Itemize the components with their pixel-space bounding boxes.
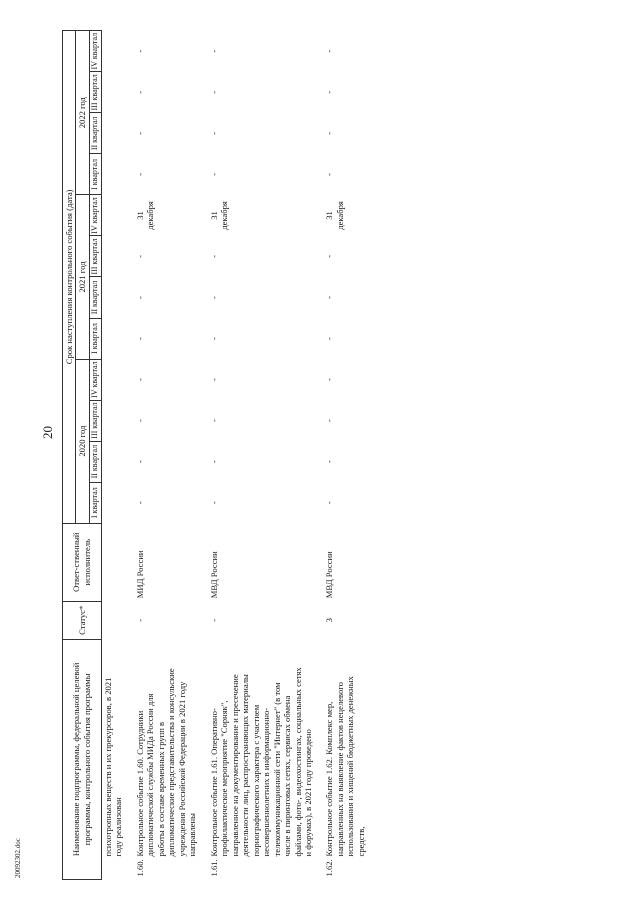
- header-quarter: I квартал: [89, 482, 101, 523]
- event-number: 1.61.: [208, 859, 219, 877]
- quarter-date-cell: [101, 482, 124, 523]
- quarter-date-cell: -: [208, 49, 219, 53]
- header-quarter: II квартал: [89, 441, 101, 482]
- event-description: Контрольное событие 1.60. Сотрудники дипломатической службы МИДа России для работы в составе временных групп в дипломатические представительства и консульские учреждения Российской Федерации в 2021 году направлены: [134, 668, 198, 857]
- header-term: Срок наступления контрольного события (дата): [63, 31, 76, 524]
- quarter-date-cell: -: [134, 419, 145, 423]
- quarter-date-cell: -: [324, 501, 335, 505]
- quarter-date-cell: [101, 441, 124, 482]
- quarter-date-cell: -: [134, 378, 145, 382]
- rotated-table-container: [62, 30, 637, 880]
- quarter-date-cell: 31 декабря: [324, 201, 345, 230]
- header-status: Статус*: [63, 601, 102, 639]
- quarter-date-cell: -: [208, 172, 219, 176]
- quarter-date-cell: -: [208, 378, 219, 382]
- table-row: [125, 31, 199, 880]
- event-label-cell: [314, 639, 367, 879]
- executor-cell: [101, 523, 124, 601]
- header-quarter: I квартал: [89, 154, 101, 195]
- quarter-date-cell: -: [134, 296, 145, 299]
- header-year: 2020 год: [76, 359, 89, 523]
- event-description: психотропных веществ и их прекурсоров, в 2021 году реализован: [102, 677, 124, 857]
- quarter-date-cell: -: [208, 255, 219, 258]
- header-name: Наименование подпрограммы, федеральной целевой программы, контрольного события программы: [63, 639, 102, 879]
- quarter-date-cell: -: [324, 49, 335, 53]
- quarter-date-cell: -: [324, 131, 335, 135]
- executor-cell: МВД России: [324, 551, 335, 599]
- executor-cell: МИД России: [134, 550, 145, 599]
- quarter-date-cell: [101, 154, 124, 195]
- header-quarter: I квартал: [89, 318, 101, 359]
- quarter-date-cell: [101, 195, 124, 236]
- table-row: [199, 31, 315, 880]
- quarter-date-cell: [101, 277, 124, 318]
- quarter-date-cell: -: [324, 172, 335, 176]
- quarter-date-cell: -: [324, 460, 335, 464]
- event-label-cell: [125, 639, 199, 879]
- quarter-date-cell: -: [208, 296, 219, 299]
- header-quarter: III квартал: [89, 236, 101, 277]
- quarter-date-cell: -: [134, 49, 145, 53]
- quarter-date-cell: -: [134, 337, 145, 340]
- quarter-date-cell: -: [134, 460, 145, 464]
- quarter-date-cell: 31 декабря: [208, 201, 230, 230]
- quarter-date-cell: -: [324, 419, 335, 423]
- header-quarter: II квартал: [89, 277, 101, 318]
- header-quarter: II квартал: [89, 113, 101, 154]
- quarter-date-cell: -: [134, 172, 145, 176]
- quarter-date-cell: -: [134, 131, 145, 135]
- status-cell: [101, 601, 124, 639]
- header-quarter: III квартал: [89, 72, 101, 113]
- quarter-date-cell: -: [134, 255, 145, 258]
- header-year: 2022 год: [76, 31, 89, 195]
- quarter-date-cell: -: [134, 501, 145, 505]
- quarter-date-cell: -: [324, 337, 335, 340]
- quarter-date-cell: -: [208, 419, 219, 423]
- quarter-date-cell: [101, 400, 124, 441]
- header-year: 2021 год: [76, 195, 89, 359]
- quarter-date-cell: -: [324, 90, 335, 94]
- status-cell: 3: [324, 618, 335, 623]
- event-label-cell: [199, 639, 315, 879]
- quarter-date-cell: [101, 318, 124, 359]
- header-quarter: IV квартал: [89, 195, 101, 236]
- quarter-date-cell: -: [208, 501, 219, 505]
- header-quarter: III квартал: [89, 400, 101, 441]
- header-quarter: IV квартал: [89, 359, 101, 400]
- quarter-date-cell: -: [208, 131, 219, 135]
- table-row: [314, 31, 367, 880]
- quarter-date-cell: -: [324, 378, 335, 382]
- event-description: Контрольное событие 1.61. Оперативно-профилактическое мероприятие "Сорняк", направленное на документирование и пресечение деятельности лиц, распространяющих материалы порнографического характера с участием несовершеннолетних в информационно-телекоммуникационной сети "Интернет" (в том числе в пиринговых сетях, сервисах обмена файлами, фото-, видеохостингах, социальных сетях и форумах), в 2021 году проведено: [208, 667, 313, 857]
- quarter-date-cell: 31 декабря: [134, 201, 156, 230]
- quarter-date-cell: -: [324, 255, 335, 258]
- quarter-date-cell: -: [208, 337, 219, 340]
- quarter-date-cell: [101, 31, 124, 72]
- quarter-date-cell: -: [208, 90, 219, 94]
- header-executor: Ответ-ственный исполнитель: [63, 523, 102, 601]
- event-number: 1.60.: [134, 859, 145, 877]
- header-quarter: IV квартал: [89, 31, 101, 72]
- executor-cell: МВД России: [208, 551, 219, 599]
- page-number: 20: [40, 426, 55, 439]
- table-body: [101, 31, 367, 880]
- control-events-table: [62, 30, 367, 880]
- status-cell: -: [208, 618, 219, 622]
- quarter-date-cell: -: [208, 460, 219, 464]
- table-row: [101, 31, 124, 880]
- event-label-cell: [101, 639, 124, 879]
- event-number: 1.62.: [324, 859, 335, 877]
- event-description: Контрольное событие 1.62. Комплекс мер, направленных на выявление фактов нецелевого использования и хищений бюджетных денежных средств,: [324, 676, 366, 857]
- quarter-date-cell: -: [134, 90, 145, 94]
- quarter-date-cell: [101, 236, 124, 277]
- quarter-date-cell: [101, 359, 124, 400]
- quarter-date-cell: -: [324, 296, 335, 299]
- quarter-date-cell: [101, 113, 124, 154]
- quarter-date-cell: [101, 72, 124, 113]
- footer-file-code: 20092302.doc: [14, 838, 22, 878]
- status-cell: -: [134, 618, 145, 622]
